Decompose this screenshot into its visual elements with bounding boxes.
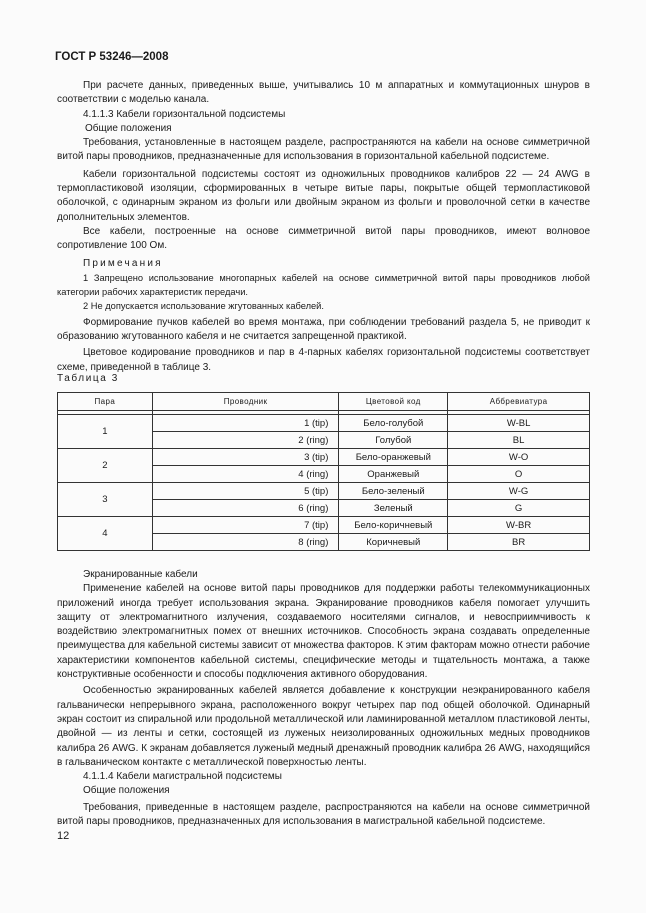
color: Бело-оранжевый xyxy=(339,449,448,466)
header-conductor: Проводник xyxy=(152,393,339,411)
subsection-heading-shielded: Экранированные кабели xyxy=(83,569,198,580)
paragraph-requirements: Требования, установленные в настоящем разделе, распространяются на кабели на основе симметричной витой пары проводников, предназначенные для использования в горизонтальной кабельной подсистеме. xyxy=(57,137,590,163)
paragraph-shield-construction: Особенностью экранированных кабелей является добавление к конструкции неэкранированного кабеля гальванически непрерывного экрана, расположенного вокруг четырех пар под общей оболочкой. Одинарный экран состоит из спиральной или продольной металлической или ламинированной металлом пластиковой ленты, двойной — из ленты и сетки, состоящей из луженых неизолированных одножильных медных проводников калибра 26 AWG. К экранам добавляется луженый медный дренажный проводник калибра 26 AWG, находящийся в гальваническом контакте с металлической поверхностью ленты. xyxy=(57,685,590,768)
abbreviation: G xyxy=(448,500,590,517)
header-color-code: Цветовой код xyxy=(339,393,448,411)
conductor: 5 (tip) xyxy=(152,483,339,500)
pair-number: 4 xyxy=(58,517,153,551)
table-caption: Таблица 3 xyxy=(57,373,119,384)
paragraph-composition: Кабели горизонтальной подсистемы состоят из одножильных проводников калибров 22 — 24 AWG в термопластиковой изоляции, сформированных в четыре витые пары, покрытые общей термопластиковой оболочкой, с одинарным экраном из фольги или двойным экраном из фольги и проволочной сетки в качестве дополнительных элементов. xyxy=(57,168,590,223)
color: Бело-голубой xyxy=(339,415,448,432)
table-header-row xyxy=(58,393,590,411)
paragraph-backbone-requirements: Требования, приведенные в настоящем разделе, распространяются на кабели на основе симметричной витой пары проводников, предназначенных для использования в магистральной кабельной подсистеме. xyxy=(57,801,590,828)
subsection-heading-general: Общие положения xyxy=(85,122,172,134)
bottom-text-block xyxy=(57,568,590,829)
header-abbreviation: Аббревиатура xyxy=(448,393,590,411)
paragraph-impedance: Все кабели, построенные на основе симметричной витой пары проводников, имеют волновое сопротивление 100 Ом. xyxy=(57,225,590,252)
conductor: 6 (ring) xyxy=(152,500,339,517)
section-heading-backbone: 4.1.1.4 Кабели магистральной подсистемы xyxy=(83,771,282,783)
pair-number: 2 xyxy=(58,449,153,483)
table-row xyxy=(58,415,590,432)
conductor: 4 (ring) xyxy=(152,466,339,483)
abbreviation: W-BL xyxy=(448,415,590,432)
color: Бело-коричневый xyxy=(339,517,448,534)
notes-label: Примечания xyxy=(83,257,163,269)
color: Бело-зеленый xyxy=(339,483,448,500)
pair-number: 3 xyxy=(58,483,153,517)
abbreviation: W-G xyxy=(448,483,590,500)
conductor: 7 (tip) xyxy=(152,517,339,534)
abbreviation: O xyxy=(448,466,590,483)
section-heading-horizontal: 4.1.1.3 Кабели горизонтальной подсистемы xyxy=(83,108,286,120)
paragraph-shielding: Применение кабелей на основе витой пары проводников для поддержки работы телекоммуникационных приложений иногда требует использования экрана. Экранирование проводников кабеля помогает улучшить защиту от электромагнитного излучения, создаваемого носителями сигналов, и невосприимчивость к воздействию электромагнитных помех от внешних источников. Способность экрана создавать определенные преимущества для кабельной системы зависит от множества факторов. К этим факторам можно отнести рабочие характеристики компонентов кабельной системы, специфические методы и тщательность монтажа, а также конструктивные особенности и способы подключения активного оборудования. xyxy=(57,583,590,681)
color: Оранжевый xyxy=(339,466,448,483)
paragraph-color-coding: Цветовое кодирование проводников и пар в 4-парных кабелях горизонтальной подсистемы соответствует схеме, приведенной в таблице 3. xyxy=(57,347,590,373)
subsection-heading-general-backbone: Общие положения xyxy=(83,785,170,797)
header-pair: Пара xyxy=(58,393,153,411)
pair-number: 1 xyxy=(58,415,153,449)
conductor: 2 (ring) xyxy=(152,432,339,449)
conductor: 1 (tip) xyxy=(152,415,339,432)
color: Зеленый xyxy=(339,500,448,517)
table-row xyxy=(58,517,590,534)
note-1: 1 Запрещено использование многопарных кабелей на основе симметричной витой пары проводников любой категории рабочих характеристик передачи. xyxy=(57,272,590,298)
paragraph-bundling: Формирование пучков кабелей во время монтажа, при соблюдении требований раздела 5, не приводит к образованию жгутованного кабеля и не считается запрещенной практикой. xyxy=(57,316,590,343)
color-code-table xyxy=(57,392,590,551)
table-row xyxy=(58,483,590,500)
abbreviation: W-O xyxy=(448,449,590,466)
abbreviation: BL xyxy=(448,432,590,449)
color: Коричневый xyxy=(339,534,448,551)
conductor: 3 (tip) xyxy=(152,449,339,466)
top-text-block xyxy=(57,79,590,375)
table-row xyxy=(58,449,590,466)
paragraph-calc: При расчете данных, приведенных выше, учитывались 10 м аппаратных и коммутационных шнуров в соответствии с моделью канала. xyxy=(57,80,590,106)
page-number: 12 xyxy=(57,830,70,842)
document-header: ГОСТ Р 53246—2008 xyxy=(55,51,169,63)
conductor: 8 (ring) xyxy=(152,534,339,551)
abbreviation: BR xyxy=(448,534,590,551)
abbreviation: W-BR xyxy=(448,517,590,534)
color: Голубой xyxy=(339,432,448,449)
note-2: 2 Не допускается использование жгутованных кабелей. xyxy=(83,301,324,312)
